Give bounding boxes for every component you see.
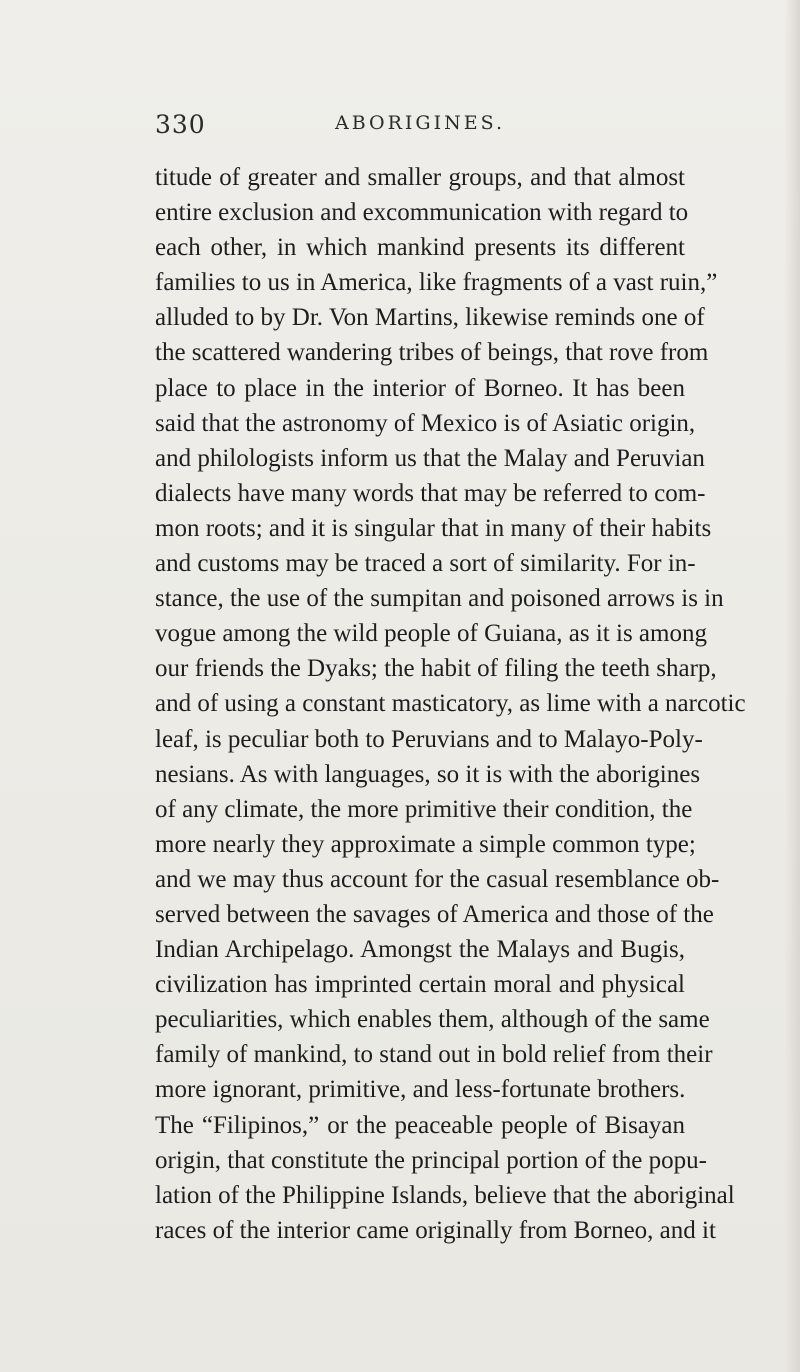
running-head (155, 110, 685, 144)
text-line: served between the savages of America and those of the (155, 900, 714, 928)
text-line: leaf, is peculiar both to Peruvians and to Malayo-Poly- (155, 725, 703, 753)
page-edge-shadow (784, 0, 800, 1372)
text-line: The “Filipinos,” or the peaceable people of Bisayan (155, 1111, 685, 1139)
text-line: of any climate, the more primitive their condition, the (155, 795, 693, 823)
text-line: and we may thus account for the casual resemblance ob- (155, 865, 720, 893)
text-line: titude of greater and smaller groups, and that almost (155, 164, 685, 191)
text-line: Indian Archipelago. Amongst the Malays and Bugis, (155, 936, 685, 964)
text-line: each other, in which mankind presents its different (155, 234, 685, 262)
text-line: the scattered wandering tribes of beings, that rove from (155, 339, 709, 367)
text-line: said that the astronomy of Mexico is of Asiatic origin, (155, 409, 696, 437)
text-line: our friends the Dyaks; the habit of filing the teeth sharp, (155, 655, 717, 683)
text-line: mon roots; and it is singular that in many of their habits (155, 514, 712, 542)
text-line: origin, that constitute the principal portion of the popu- (155, 1146, 707, 1174)
text-line: vogue among the wild people of Guiana, as it is among (155, 620, 707, 648)
text-line: alluded to by Dr. Von Martins, likewise reminds one of (155, 304, 705, 332)
text-line: stance, the use of the sumpitan and poisoned arrows is in (155, 585, 724, 613)
text-line: nesians. As with languages, so it is with the aborigines (155, 760, 701, 788)
text-line: and philologists inform us that the Malay and Peruvian (155, 444, 705, 472)
text-line: families to us in America, like fragments of a vast ruin,” (155, 269, 718, 297)
text-line: family of mankind, to stand out in bold relief from their (155, 1041, 713, 1069)
text-line: races of the interior came originally from Borneo, and it (155, 1216, 716, 1244)
running-title: ABORIGINES. (335, 112, 505, 134)
text-line: entire exclusion and excommunication with regard to (155, 199, 689, 227)
page-number: 330 (155, 110, 206, 139)
text-line: dialects have many words that may be referred to com- (155, 479, 706, 507)
text-line: more nearly they approximate a simple common type; (155, 830, 696, 858)
body-text (155, 160, 746, 1370)
text-line: lation of the Philippine Islands, believe that the aboriginal (155, 1181, 735, 1209)
text-line: more ignorant, primitive, and less-fortunate brothers. (155, 1076, 686, 1104)
text-line: and of using a constant masticatory, as lime with a narcotic (155, 690, 746, 718)
text-line: and customs may be traced a sort of similarity. For in- (155, 550, 696, 578)
text-line: civilization has imprinted certain moral and physical (155, 971, 685, 999)
text-line: place to place in the interior of Borneo. It has been (155, 374, 685, 402)
text-line: peculiarities, which enables them, although of the same (155, 1006, 710, 1034)
